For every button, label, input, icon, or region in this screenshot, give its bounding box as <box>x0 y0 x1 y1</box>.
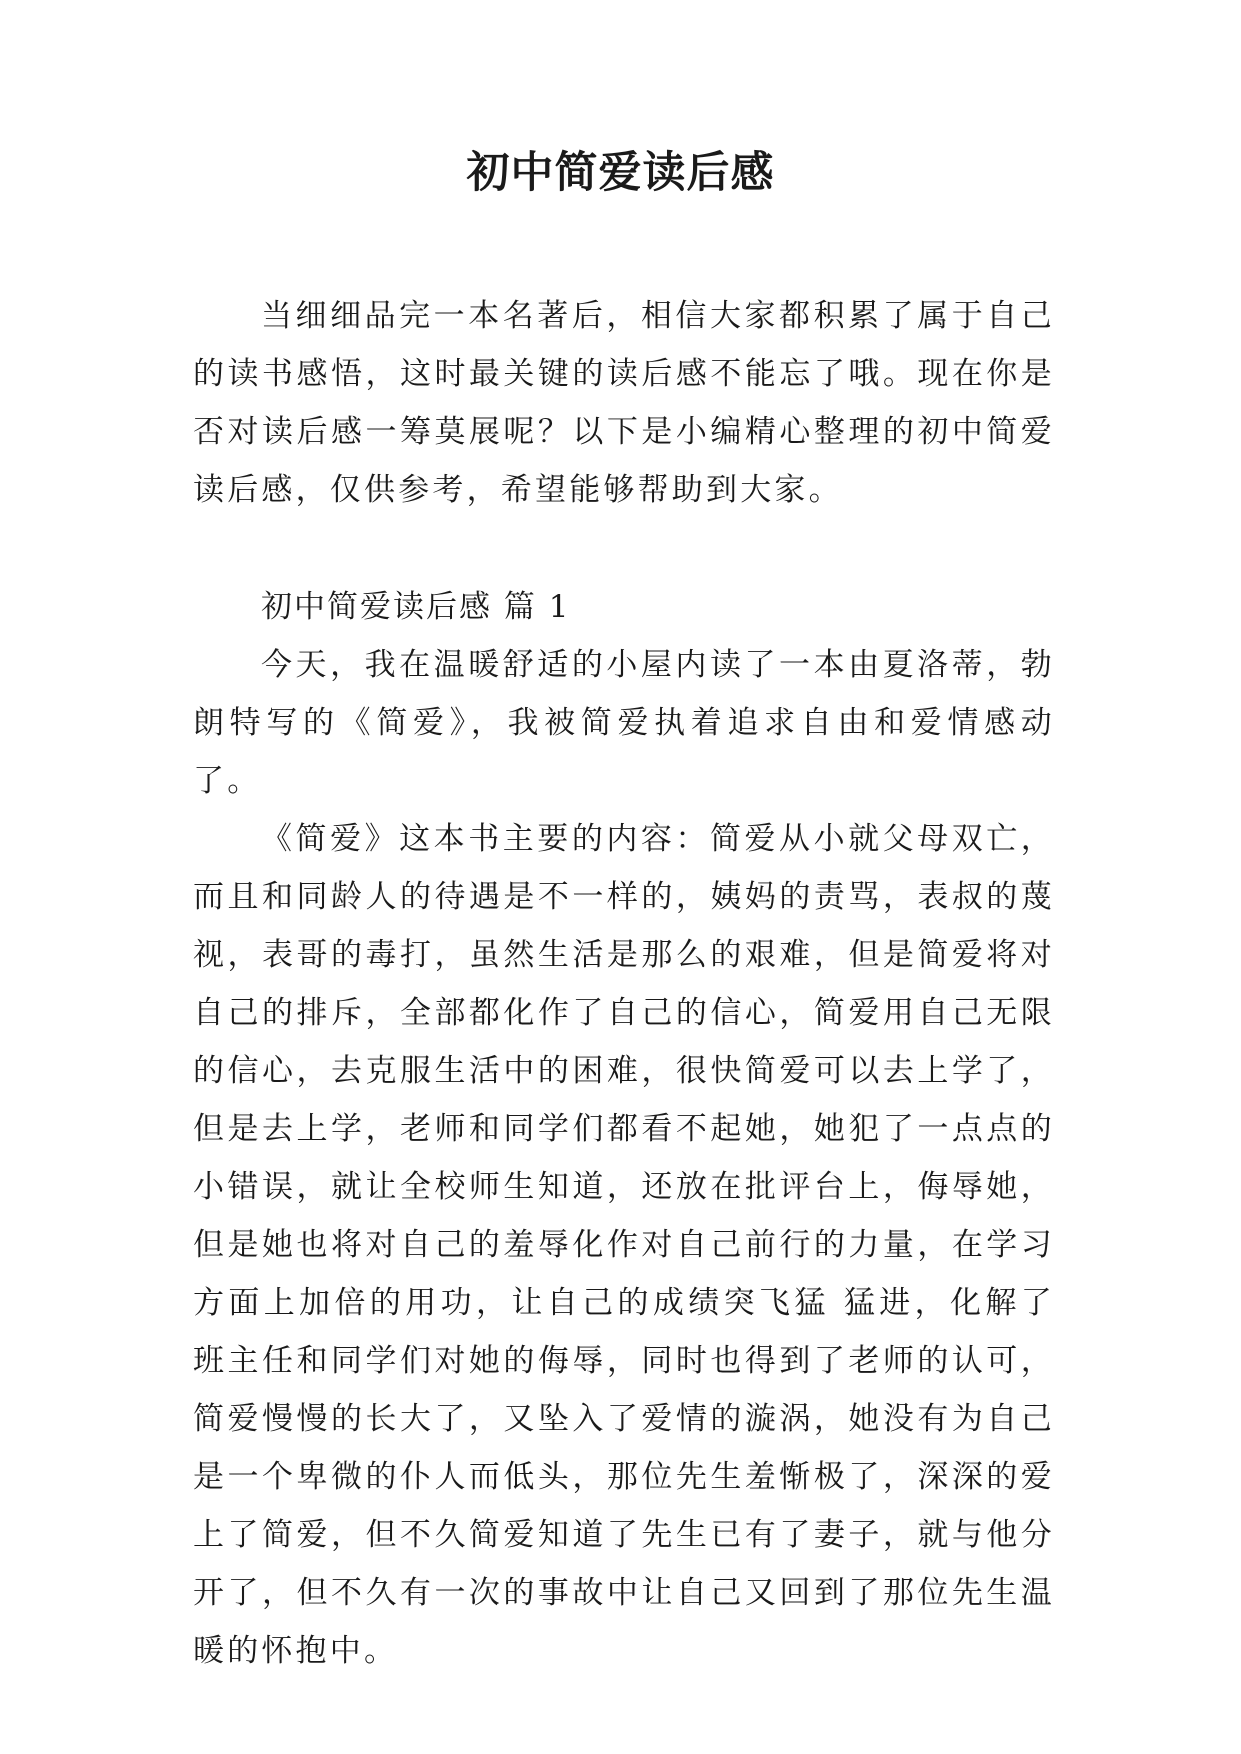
body-paragraph-2: 《简爱》这本书主要的内容：简爱从小就父母双亡，而且和同龄人的待遇是不一样的，姨妈的责骂，表叔的蔑视，表哥的毒打，虽然生活是那么的艰难，但是简爱将对自己的排斥，全部都化作了自己的信心，简爱用自己无限的信心，去克服生活中的困难，很快简爱可以去上学了，但是去上学，老师和同学们都看不起她，她犯了一点点的小错误，就让全校师生知道，还放在批评台上，侮辱她，但是她也将对自己的羞辱化作对自己前行的力量，在学习方面上加倍的用功，让自己的成绩突飞猛 猛进，化解了班主任和同学们对她的侮辱，同时也得到了老师的认可，简爱慢慢的长大了，又坠入了爱情的漩涡，她没有为自己是一个卑微的仆人而低头，那位先生羞惭极了，深深的爱上了简爱，但不久简爱知道了先生已有了妻子，就与他分开了，但不久有一次的事故中让自己又回到了那位先生温暖的怀抱中。 <box>193 821 1055 1669</box>
article-section <box>193 578 1055 1680</box>
section-heading: 初中简爱读后感 篇 1 <box>261 589 571 625</box>
intro-section <box>193 287 1055 519</box>
document-title: 初中简爱读后感 <box>466 148 775 198</box>
body-paragraph-1: 今天，我在温暖舒适的小屋内读了一本由夏洛蒂，勃朗特写的《简爱》，我被简爱执着追求自由和爱情感动了。 <box>193 647 1055 799</box>
intro-paragraph: 当细细品完一本名著后，相信大家都积累了属于自己的读书感悟，这时最关键的读后感不能忘了哦。现在你是否对读后感一筹莫展呢？以下是小编精心整理的初中简爱读后感，仅供参考，希望能够帮助到大家。 <box>193 298 1055 508</box>
